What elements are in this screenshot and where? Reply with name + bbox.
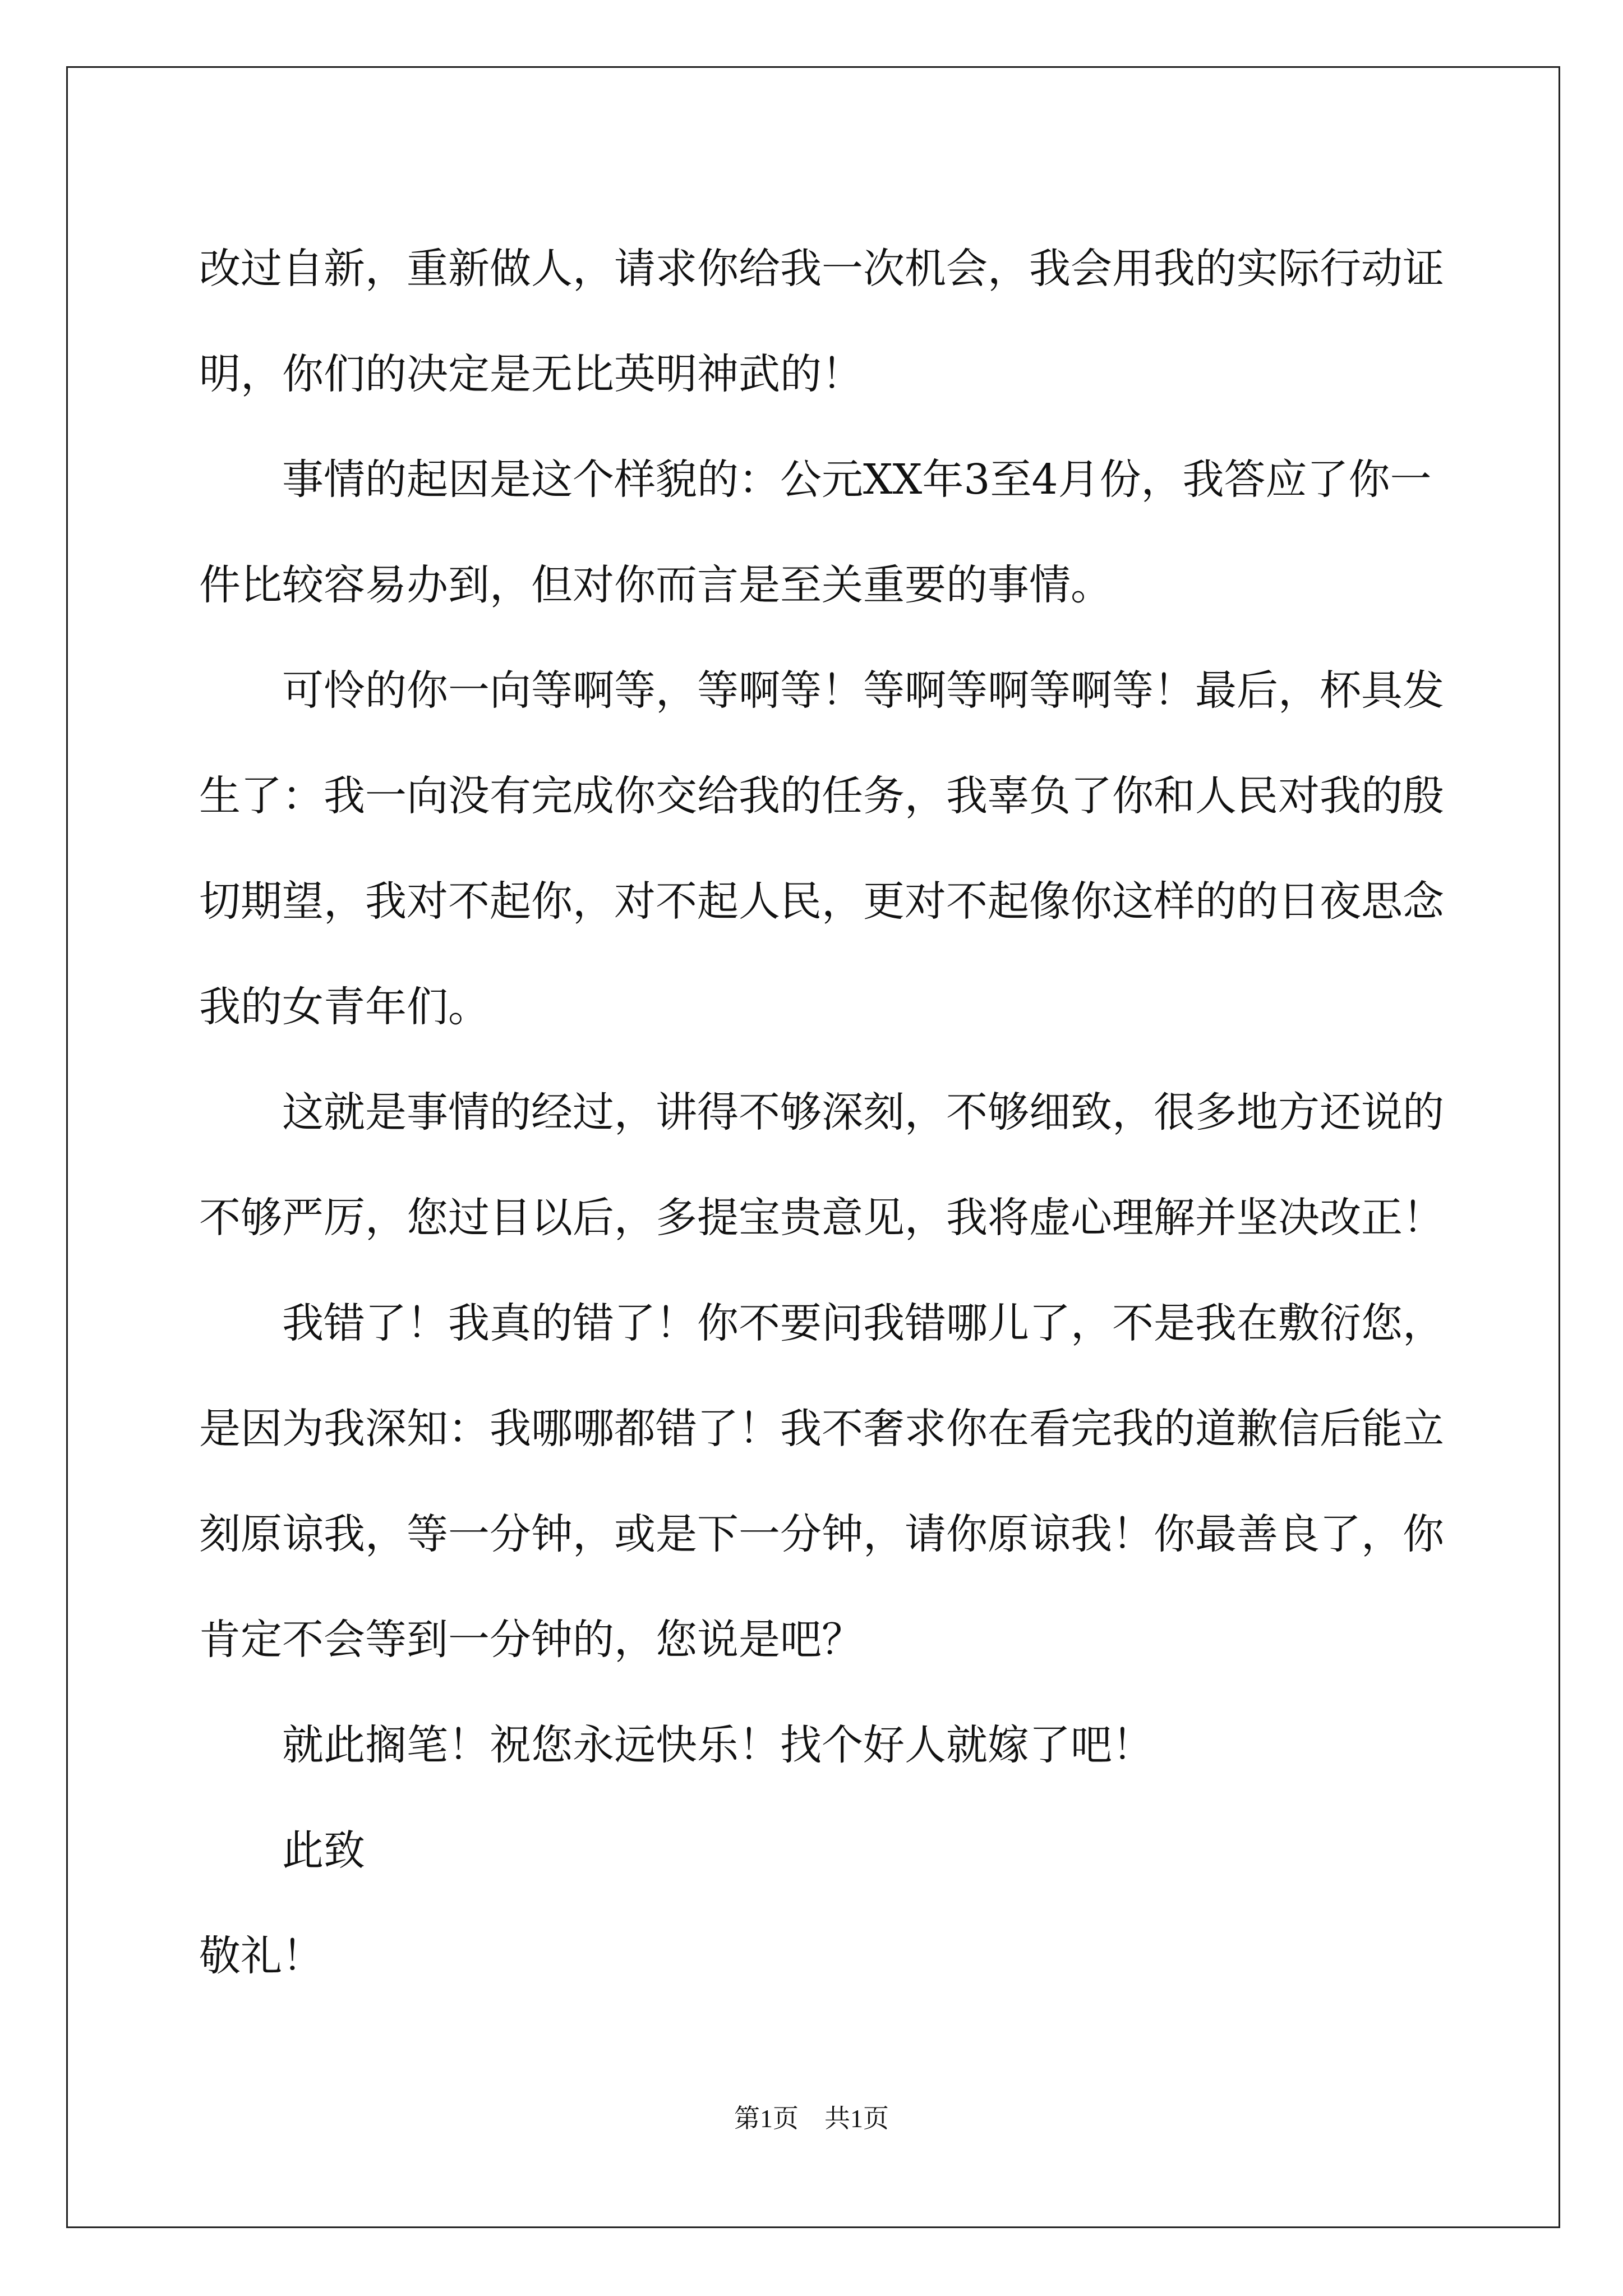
paragraph-start-line: 我错了！我真的错了！你不要问我错哪儿了，不是我在敷衍您， <box>282 1299 1444 1347</box>
body-line: 明，你们的决定是无比英明神武的！ <box>199 350 863 398</box>
salutation-line: 敬礼！ <box>199 1932 324 1980</box>
paragraph-start-line: 可怜的你一向等啊等，等啊等！等啊等啊等啊等！最后，杯具发 <box>282 666 1444 715</box>
page-total: 共1页 <box>824 2104 889 2133</box>
body-line: 不够严厉，您过目以后，多提宝贵意见，我将虚心理解并坚决改正！ <box>199 1194 1444 1242</box>
page-footer <box>0 2098 1623 2135</box>
body-line: 件比较容易办到，但对你而言是至关重要的事情。 <box>199 561 1112 609</box>
paragraph-start-line: 事情的起因是这个样貌的：公元XX年3至4月份，我答应了你一 <box>282 455 1432 504</box>
body-line: 是因为我深知：我哪哪都错了！我不奢求你在看完我的道歉信后能立 <box>199 1405 1444 1453</box>
salutation-line: 此致 <box>282 1826 365 1875</box>
body-line: 我的女青年们。 <box>199 983 490 1031</box>
page-number: 第1页 <box>734 2104 799 2133</box>
body-line: 肯定不会等到一分钟的，您说是吧？ <box>199 1616 863 1664</box>
body-line: 改过自新，重新做人，请求你给我一次机会，我会用我的实际行动证 <box>199 245 1444 293</box>
letter-body <box>199 216 1444 2009</box>
body-line: 刻原谅我，等一分钟，或是下一分钟，请你原谅我！你最善良了，你 <box>199 1510 1444 1558</box>
body-line: 生了：我一向没有完成你交给我的任务，我辜负了你和人民对我的殷 <box>199 772 1444 820</box>
body-line: 切期望，我对不起你，对不起人民，更对不起像你这样的的日夜思念 <box>199 877 1444 926</box>
closing-line: 就此搁笔！祝您永远快乐！找个好人就嫁了吧！ <box>282 1721 1154 1769</box>
paragraph-start-line: 这就是事情的经过，讲得不够深刻，不够细致，很多地方还说的 <box>282 1088 1444 1137</box>
